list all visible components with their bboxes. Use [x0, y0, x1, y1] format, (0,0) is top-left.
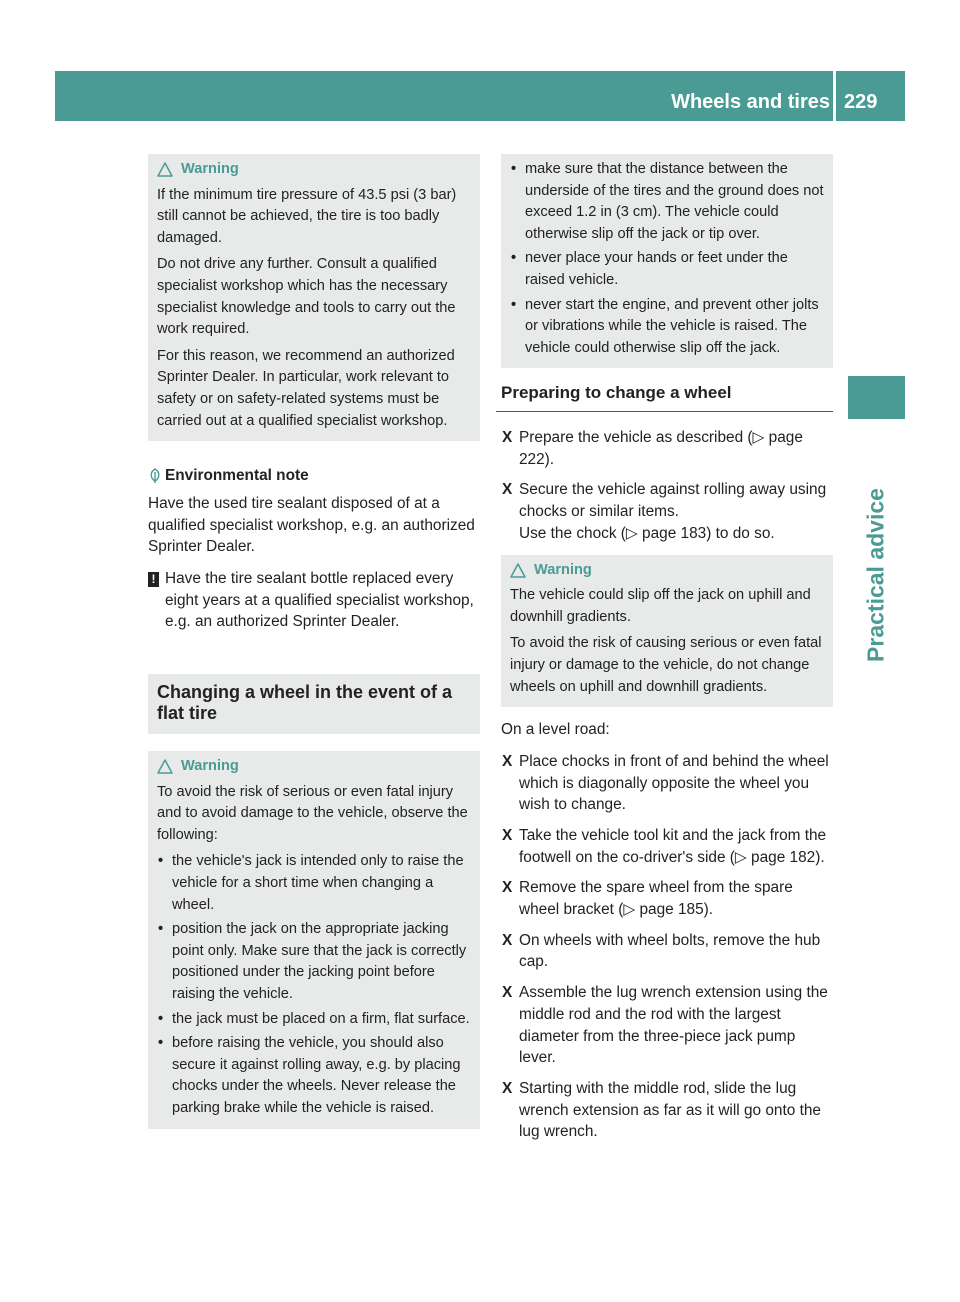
bullet-item: • never start the engine, and prevent other jolts or vibrations while the vehicle is raised. The vehicle could otherwise slip off the jack.	[510, 295, 826, 360]
instruction-step	[501, 1078, 833, 1143]
warning-paragraph: If the minimum tire pressure of 43.5 psi (3 bar) still cannot be achieved, the tire is too badly damaged.	[157, 186, 457, 246]
warning-paragraph: Do not drive any further. Consult a qualified specialist workshop which has the necessary specialist knowledge and tools to carry out the work required.	[157, 256, 456, 338]
page-number: 229	[844, 91, 878, 113]
warning-box-tire-pressure	[148, 154, 480, 441]
notice-item	[148, 568, 480, 633]
step-arrow-icon: X	[502, 984, 513, 1002]
warning-title: Warning	[181, 161, 239, 177]
instruction-step	[501, 825, 833, 868]
notice-text: Have the tire sealant bottle replaced every eight years at a qualified specialist workshop, e.g. an authorized Sprinter Dealer.	[165, 569, 474, 631]
bullet-item: • position the jack on the appropriate jacking point only. Make sure that the jack is correctly positioned under the jacking point before raising the vehicle.	[157, 919, 473, 1005]
bullet-item: • never place your hands or feet under the raised vehicle.	[510, 248, 826, 291]
step-arrow-icon: X	[502, 481, 513, 499]
warning-heading	[510, 560, 826, 582]
step-arrow-icon: X	[502, 879, 513, 897]
instruction-step	[501, 427, 833, 470]
warning-heading	[157, 756, 473, 778]
warning-title: Warning	[181, 758, 239, 775]
instruction-step	[501, 877, 833, 920]
warning-triangle-icon	[157, 759, 173, 774]
notice-exclamation-icon: !	[148, 572, 159, 587]
left-column	[148, 154, 480, 1129]
chapter-title: Wheels and tires	[671, 91, 830, 113]
step-arrow-icon: X	[502, 1079, 513, 1097]
subsection-heading: Preparing to change a wheel	[496, 382, 833, 412]
warning-triangle-icon	[157, 162, 173, 177]
header-divider	[833, 71, 836, 121]
step-text: Place chocks in front of and behind the wheel which is diagonally opposite the wheel you wish to change.	[519, 752, 829, 814]
warning-paragraph: The vehicle could slip off the jack on uphill and downhill gradients.	[510, 587, 811, 625]
step-text: Take the vehicle tool kit and the jack from the footwell on the co-driver's side (▷ page 182).	[519, 826, 827, 866]
step-arrow-icon: X	[502, 826, 513, 844]
environmental-note-title: Environmental note	[165, 467, 309, 485]
warning-intro: To avoid the risk of serious or even fatal injury and to avoid damage to the vehicle, observe the following:	[157, 783, 468, 843]
instruction-step	[501, 982, 833, 1069]
warning-heading	[157, 159, 473, 181]
right-column	[501, 154, 833, 1152]
step-text: Remove the spare wheel from the spare wheel bracket (▷ page 185).	[519, 879, 793, 919]
step-continuation: Use the chock (▷ page 183) to do so.	[519, 524, 775, 542]
environmental-note-text: Have the used tire sealant disposed of at a qualified specialist workshop, e.g. an authorized Sprinter Dealer.	[148, 494, 475, 556]
bullet-item: • make sure that the distance between the underside of the tires and the ground does not exceed 1.2 in (3 cm). The vehicle could otherwise slip off the jack or tip over.	[510, 159, 826, 245]
step-text: Assemble the lug wrench extension using the middle rod and the rod with the largest diameter from the three-piece jack pump lever.	[519, 984, 828, 1067]
step-arrow-icon: X	[502, 429, 513, 447]
warning-box-jack-safety	[148, 751, 480, 1129]
step-text: Starting with the middle rod, slide the lug wrench extension as far as it will go onto the lug wrench.	[519, 1079, 821, 1141]
step-text: On wheels with wheel bolts, remove the hub cap.	[519, 931, 821, 971]
bullet-item: • the jack must be placed on a firm, flat surface.	[157, 1009, 473, 1031]
instruction-step	[501, 479, 833, 544]
warning-box-gradients	[501, 555, 833, 708]
bullet-item: • before raising the vehicle, you should also secure it against rolling away, e.g. by placing chocks under the wheels. Never release the parking brake while the vehicle is raised.	[157, 1033, 473, 1119]
environment-leaf-icon	[148, 468, 162, 484]
instruction-step	[501, 751, 833, 816]
section-side-label: Practical advice	[862, 488, 889, 662]
step-arrow-icon: X	[502, 931, 513, 949]
section-title: Changing a wheel in the event of a flat tire	[148, 674, 480, 734]
step-arrow-icon: X	[502, 752, 513, 770]
instruction-step	[501, 930, 833, 973]
warning-paragraph: To avoid the risk of causing serious or even fatal injury or damage to the vehicle, do not change wheels on uphill and downhill gradients.	[510, 635, 822, 695]
level-road-label: On a level road:	[501, 721, 610, 739]
warning-box-continued	[501, 154, 833, 368]
warning-paragraph: For this reason, we recommend an authorized Sprinter Dealer. In particular, work relevant to safety or on safety-related systems must be carried out at a qualified specialist workshop.	[157, 347, 455, 429]
environmental-note-heading	[148, 465, 480, 487]
step-text: Secure the vehicle against rolling away using chocks or similar items.	[519, 481, 827, 521]
warning-triangle-icon	[510, 563, 526, 578]
header-bar	[55, 71, 905, 121]
side-tab-marker	[848, 376, 905, 419]
bullet-item: • the vehicle's jack is intended only to raise the vehicle for a short time when changing a wheel.	[157, 851, 473, 916]
warning-title: Warning	[534, 561, 592, 578]
step-text: Prepare the vehicle as described (▷ page 222).	[519, 429, 803, 468]
